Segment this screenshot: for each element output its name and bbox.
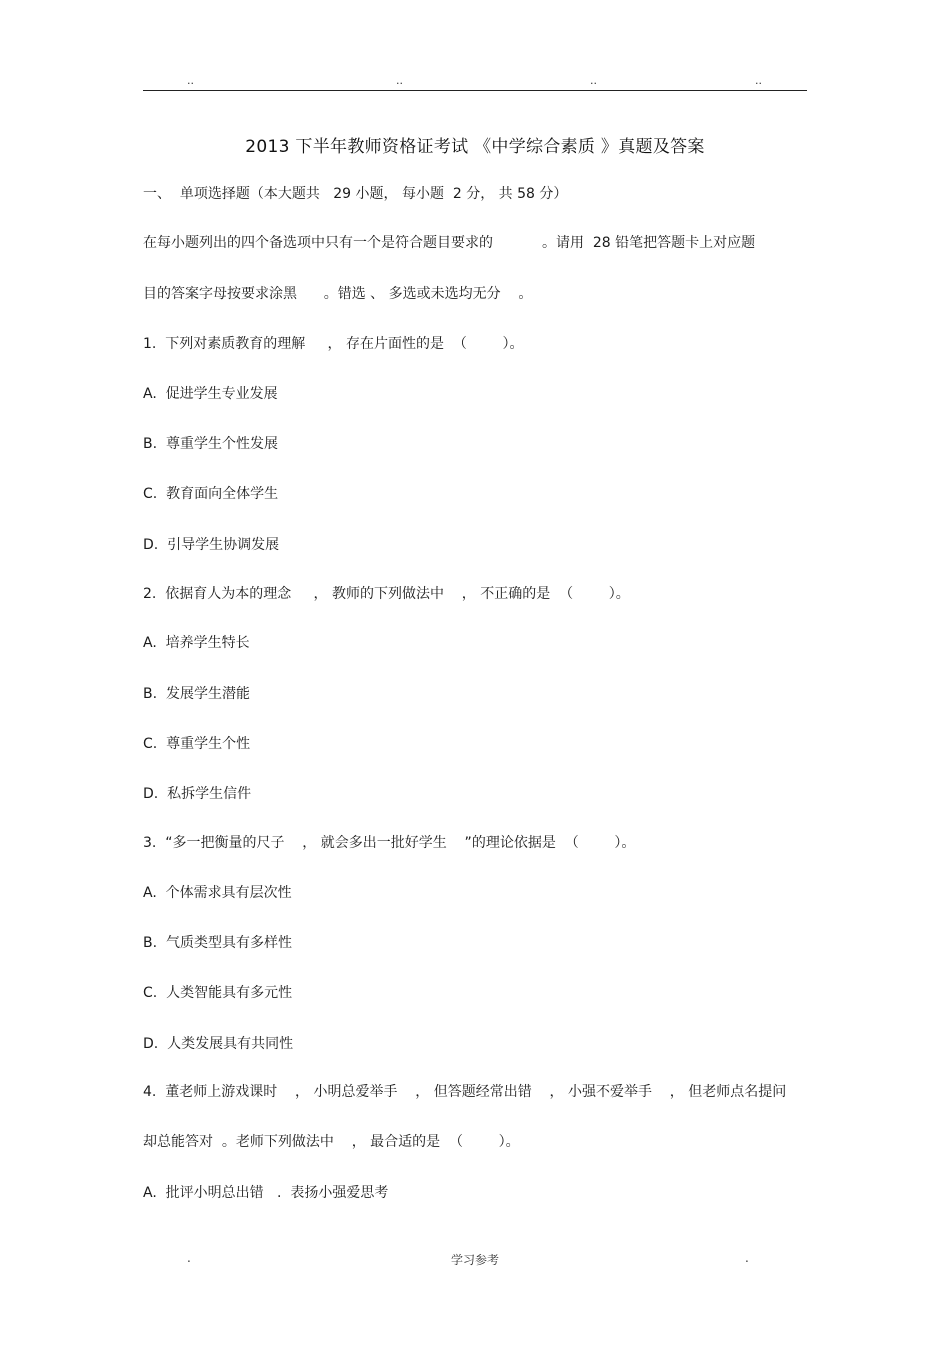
answer-option: C. 教育面向全体学生 xyxy=(143,486,279,502)
document-title: 2013 下半年教师资格证考试 《中学综合素质 》真题及答案 xyxy=(245,137,705,157)
answer-option: B. 尊重学生个性发展 xyxy=(143,436,278,452)
question-stem: 4. 董老师上游戏课时 ， 小明总爱举手 ， 但答题经常出错 ， 小强不爱举手 ， 但老师点名提问 xyxy=(143,1084,787,1100)
answer-option: C. 尊重学生个性 xyxy=(143,736,251,752)
answer-option: D. 引导学生协调发展 xyxy=(143,537,280,553)
header-mark: .. xyxy=(755,74,762,87)
answer-option: A. 批评小明总出错 . 表扬小强爱思考 xyxy=(143,1185,389,1201)
page-footer xyxy=(0,1251,950,1267)
header-mark: .. xyxy=(590,74,597,87)
answer-option: C. 人类智能具有多元性 xyxy=(143,985,293,1001)
footer-label: 学习参考 xyxy=(451,1253,500,1267)
answer-option: A. 个体需求具有层次性 xyxy=(143,885,292,901)
instruction-text: 目的答案字母按要求涂黑 。错选 、 多选或未选均无分 。 xyxy=(143,286,533,302)
header-mark: .. xyxy=(396,74,403,87)
header-divider xyxy=(143,90,807,91)
question-stem: 却总能答对 。老师下列做法中 ， 最合适的是 （ ）。 xyxy=(143,1134,520,1150)
section-heading: 一、 单项选择题（本大题共 29 小题， 每小题 2 分， 共 58 分） xyxy=(143,186,568,202)
question-stem: 2. 依据育人为本的理念 ， 教师的下列做法中 ， 不正确的是 （ ）。 xyxy=(143,586,630,602)
question-stem: 3. “多一把衡量的尺子 ， 就会多出一批好学生 ”的理论依据是 （ ）。 xyxy=(143,835,636,851)
answer-option: B. 气质类型具有多样性 xyxy=(143,935,292,951)
instruction-text: 在每小题列出的四个备选项中只有一个是符合题目要求的 。请用 28 铅笔把答题卡上对应题 xyxy=(143,235,756,251)
answer-option: A. 培养学生特长 xyxy=(143,635,250,651)
answer-option: B. 发展学生潜能 xyxy=(143,686,250,702)
header-mark: .. xyxy=(187,74,194,87)
answer-option: D. 私拆学生信件 xyxy=(143,786,252,802)
question-stem: 1. 下列对素质教育的理解 ， 存在片面性的是 （ ）。 xyxy=(143,336,524,352)
answer-option: A. 促进学生专业发展 xyxy=(143,386,278,402)
answer-option: D. 人类发展具有共同性 xyxy=(143,1036,294,1052)
footer-mark-right: . xyxy=(745,1251,749,1265)
page-header xyxy=(0,74,950,88)
footer-mark-left: . xyxy=(187,1251,191,1265)
